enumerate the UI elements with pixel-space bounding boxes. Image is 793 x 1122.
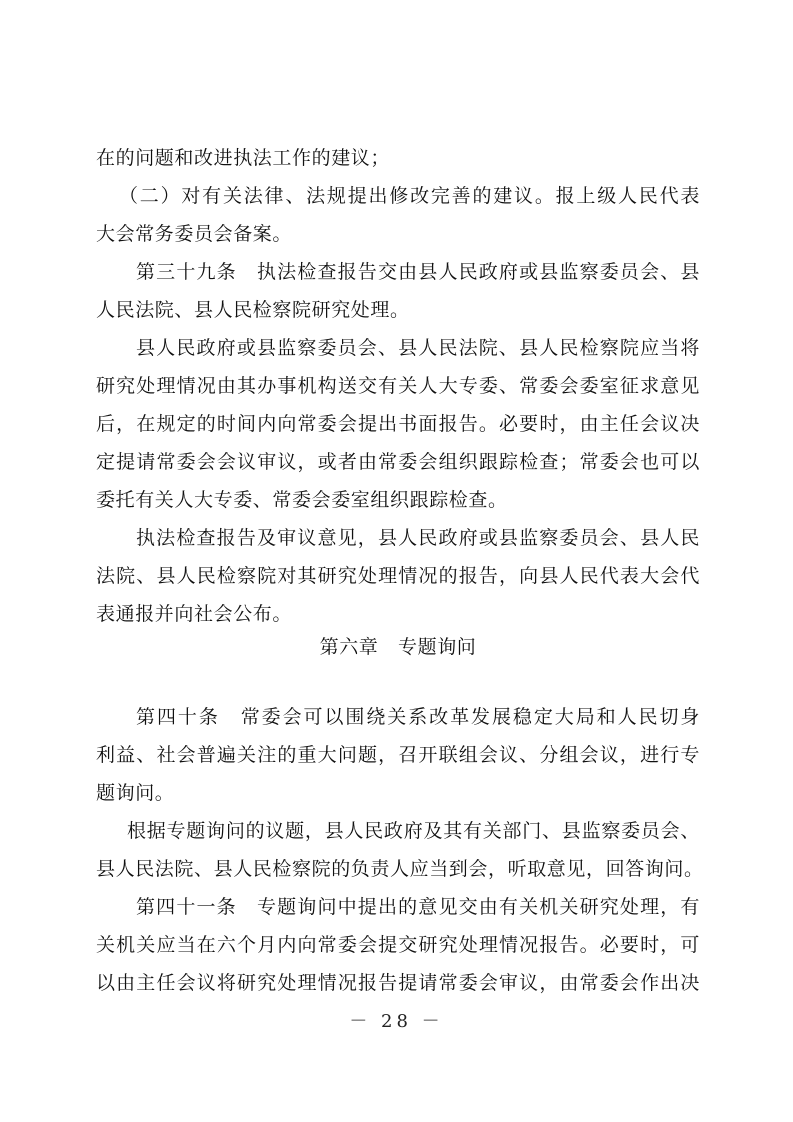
text-line: 后，在规定的时间内向常委会提出书面报告。必要时，由主任会议决 [96,413,700,435]
text-line: 题询问。 [96,782,175,804]
text-line: 县人民政府或县监察委员会、县人民法院、县人民检察院应当将 [136,337,700,359]
text-line: 研究处理情况由其办事机构送交有关人大专委、常委会委室征求意见 [96,375,700,397]
article-41-heading-line: 第四十一条 专题询问中提出的意见交由有关机关研究处理，有 [136,896,700,918]
page-number: － 28 － [349,1011,444,1032]
text-line: 人民法院、县人民检察院研究处理。 [96,299,410,321]
text-line: 根据专题询问的议题，县人民政府及其有关部门、县监察委员会、 [127,820,700,842]
text-line: 执法检查报告及审议意见，县人民政府或县监察委员会、县人民 [136,527,700,549]
article-39-heading-line: 第三十九条 执法检查报告交由县人民政府或县监察委员会、县 [136,261,700,283]
text-line: （二）对有关法律、法规提出修改完善的建议。报上级人民代表 [119,185,700,207]
text-line: 利益、社会普遍关注的重大问题，召开联组会议、分组会议，进行专 [96,744,700,766]
text-line: 以由主任会议将研究处理情况报告提请常委会审议，由常委会作出决 [96,972,700,994]
text-line: 表通报并向社会公布。 [96,603,293,625]
text-line: 法院、县人民检察院对其研究处理情况的报告，向县人民代表大会代 [96,565,700,587]
text-line: 大会常务委员会备案。 [96,223,293,245]
chapter-heading: 第六章 专题询问 [319,636,477,658]
text-line: 在的问题和改进执法工作的建议； [96,147,391,169]
article-40-heading-line: 第四十条 常委会可以围绕关系改革发展稳定大局和人民切身 [136,706,700,728]
text-line: 关机关应当在六个月内向常委会提交研究处理情况报告。必要时，可 [96,934,700,956]
text-line: 县人民法院、县人民检察院的负责人应当到会，听取意见，回答询问。 [96,858,704,880]
text-line: 委托有关人大专委、常委会委室组织跟踪检查。 [96,489,508,511]
text-line: 定提请常委会会议审议，或者由常委会组织跟踪检查；常委会也可以 [96,451,700,473]
